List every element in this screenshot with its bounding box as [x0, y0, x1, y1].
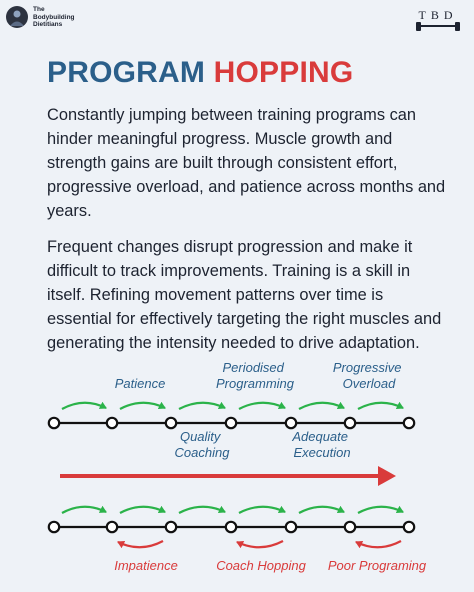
label-quality-coaching-line-2: Coaching	[174, 445, 230, 460]
timeline-node	[107, 418, 117, 428]
brand-name	[33, 6, 85, 29]
label-progressive-overload-line-2: Overload	[342, 376, 396, 391]
timeline-node	[345, 522, 355, 532]
barbell-bar	[420, 25, 456, 27]
forward-arrow	[358, 403, 403, 409]
label-periodised	[216, 360, 295, 391]
bottom-timeline	[49, 507, 414, 548]
forward-arrow	[62, 507, 106, 513]
person-icon	[6, 6, 28, 28]
forward-arrow	[299, 403, 344, 409]
timeline-node	[404, 522, 414, 532]
label-poor-programing: Poor Programing	[327, 558, 427, 573]
forward-arrow	[179, 403, 225, 409]
barbell-plate-right	[455, 22, 460, 31]
forward-arrow	[179, 507, 225, 513]
forward-arrow	[239, 507, 285, 513]
brand-avatar	[6, 6, 28, 28]
paragraph-1: Constantly jumping between training programs can hinder meaningful progress. Muscle growth and strength gains are built through consistent effort, progressive overload, and patience across months and years.	[47, 106, 446, 220]
page-title	[47, 56, 353, 90]
brand-name-line1: The	[33, 6, 45, 13]
timeline-node	[166, 418, 176, 428]
forward-arrow	[239, 403, 285, 409]
label-impatience: Impatience	[114, 558, 178, 573]
forward-arrow	[120, 403, 165, 409]
label-adequate-execution-line: Adequate	[292, 429, 349, 444]
backward-arrow	[356, 541, 401, 547]
barbell-plate-left	[416, 22, 421, 31]
label-quality-coaching-line: Quality	[179, 429, 221, 444]
title-word-hopping: HOPPING	[213, 56, 354, 89]
forward-arrow	[299, 507, 344, 513]
top-timeline	[49, 403, 414, 428]
title-word-program: PROGRAM	[47, 56, 206, 89]
label-periodised-line-2: Programming	[215, 376, 295, 391]
label-progressive-overload-line: Progressive	[332, 360, 402, 375]
progress-arrow-head	[378, 466, 396, 486]
forward-arrow	[358, 507, 403, 513]
brand-name-line2: Bodybuilding	[33, 13, 75, 21]
timeline-node	[286, 522, 296, 532]
tbd-logo	[410, 8, 466, 34]
progress-diagram	[0, 350, 474, 592]
forward-arrow	[120, 507, 165, 513]
timeline-node	[49, 418, 59, 428]
label-quality-coaching	[175, 429, 231, 460]
timeline-node	[286, 418, 296, 428]
backward-arrow	[237, 541, 283, 547]
timeline-node	[166, 522, 176, 532]
backward-arrow	[118, 541, 163, 547]
label-periodised-line: Periodised	[222, 360, 284, 375]
timeline-node	[404, 418, 414, 428]
timeline-node	[345, 418, 355, 428]
brand-name-line3: Dietitians	[33, 21, 63, 28]
timeline-node	[226, 522, 236, 532]
forward-arrow	[62, 403, 106, 409]
label-adequate-execution	[291, 429, 351, 460]
brand	[6, 6, 85, 29]
label-progressive-overload	[333, 360, 405, 391]
label-coach-hopping: Coach Hopping	[216, 558, 306, 573]
timeline-node	[49, 522, 59, 532]
timeline-node	[226, 418, 236, 428]
label-patience: Patience	[114, 376, 166, 391]
tbd-logo-text: TBD	[418, 8, 458, 22]
paragraph-2: Frequent changes disrupt progression and make it difficult to track improvements. Training is a skill in itself. Refining movement patterns over time is essential for effectively targeting the right muscles and generating the intensity needed to drive adaptation.	[47, 238, 442, 352]
label-adequate-execution-line-2: Execution	[293, 445, 351, 460]
timeline-node	[107, 522, 117, 532]
